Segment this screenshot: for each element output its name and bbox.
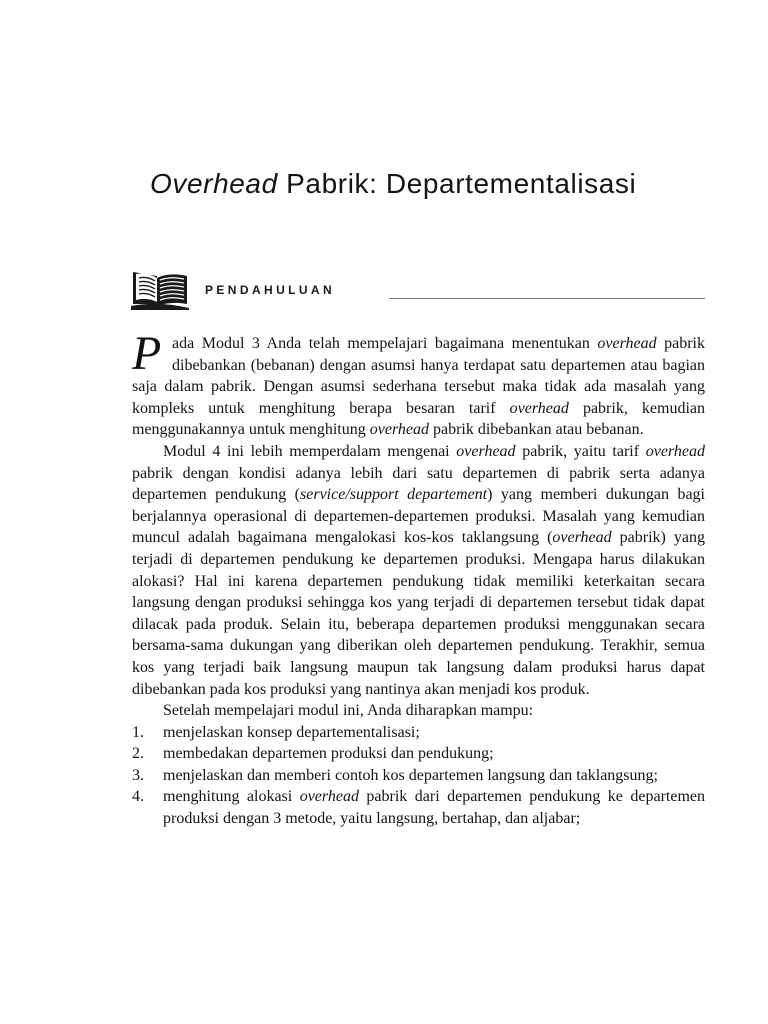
list-item: 1. menjelaskan konsep departementalisasi; <box>132 723 420 741</box>
list-item: 3. menjelaskan dan memberi contoh kos departemen langsung dan taklangsung; <box>132 766 658 784</box>
list-item: 4. menghitung alokasi overhead pabrik dari departemen pendukung ke departemen produksi dengan 3 metode, yaitu langsung, bertahap, dan aljabar; <box>132 788 705 828</box>
intro-paragraph-2: Modul 4 ini lebih memperdalam mengenai overhead pabrik, yaitu tarif overhead pabrik dengan kondisi adanya lebih dari satu departemen di pabrik serta adanya departemen pendukung (service/support departement) yang memberi dukungan bagi berjalannya operasional di departemen-departemen produksi. Masalah yang kemudian muncul adalah bagaimana mengalokasi kos-kos taklangsung (overhead pabrik) yang terjadi di departemen pendukung ke departemen produksi. Mengapa harus dilakukan alokasi? Hal ini karena departemen pendukung tidak memiliki keterkaitan secara langsung dengan produksi sehingga kos yang terjadi di departemen tersebut tidak dapat dilacak pada produk. Selain itu, beberapa departemen produksi menggunakan secara bersama-sama dukungan yang diberikan oleh departemen pendukung. Terakhir, semua kos yang terjadi baik langsung maupun tak langsung dalam produksi harus dapat dibebankan pada kos produksi yang nantinya akan menjadi kos produk. <box>132 442 705 698</box>
section-heading <box>131 270 706 310</box>
objectives-intro: Setelah mempelajari modul ini, Anda diharapkan mampu: <box>163 702 534 720</box>
intro-paragraph-1: P ada Modul 3 Anda telah mempelajari bagaimana menentukan overhead pabrik dibebankan (bebanan) dengan asumsi hanya terdapat satu departemen atau bagian saja dalam pabrik. Dengan asumsi sederhana tersebut maka tidak ada masalah yang kompleks untuk menghitung berapa besaran tarif overhead pabrik, kemudian menggunakannya untuk menghitung overhead pabrik dibebankan atau bebanan. <box>132 327 706 439</box>
open-book-icon <box>131 270 189 310</box>
drop-cap-box <box>132 327 166 380</box>
chapter-title-italic: Overhead <box>150 168 278 199</box>
chapter-title <box>150 168 730 200</box>
body-text <box>132 327 706 830</box>
section-label: PENDAHULUAN <box>205 283 336 297</box>
chapter-title-rest: Pabrik: Departementalisasi <box>277 168 637 199</box>
list-item: 2. membedakan departemen produksi dan pendukung; <box>132 745 494 763</box>
drop-cap: P <box>132 327 162 380</box>
section-divider <box>389 298 705 299</box>
objectives-list <box>132 722 705 830</box>
